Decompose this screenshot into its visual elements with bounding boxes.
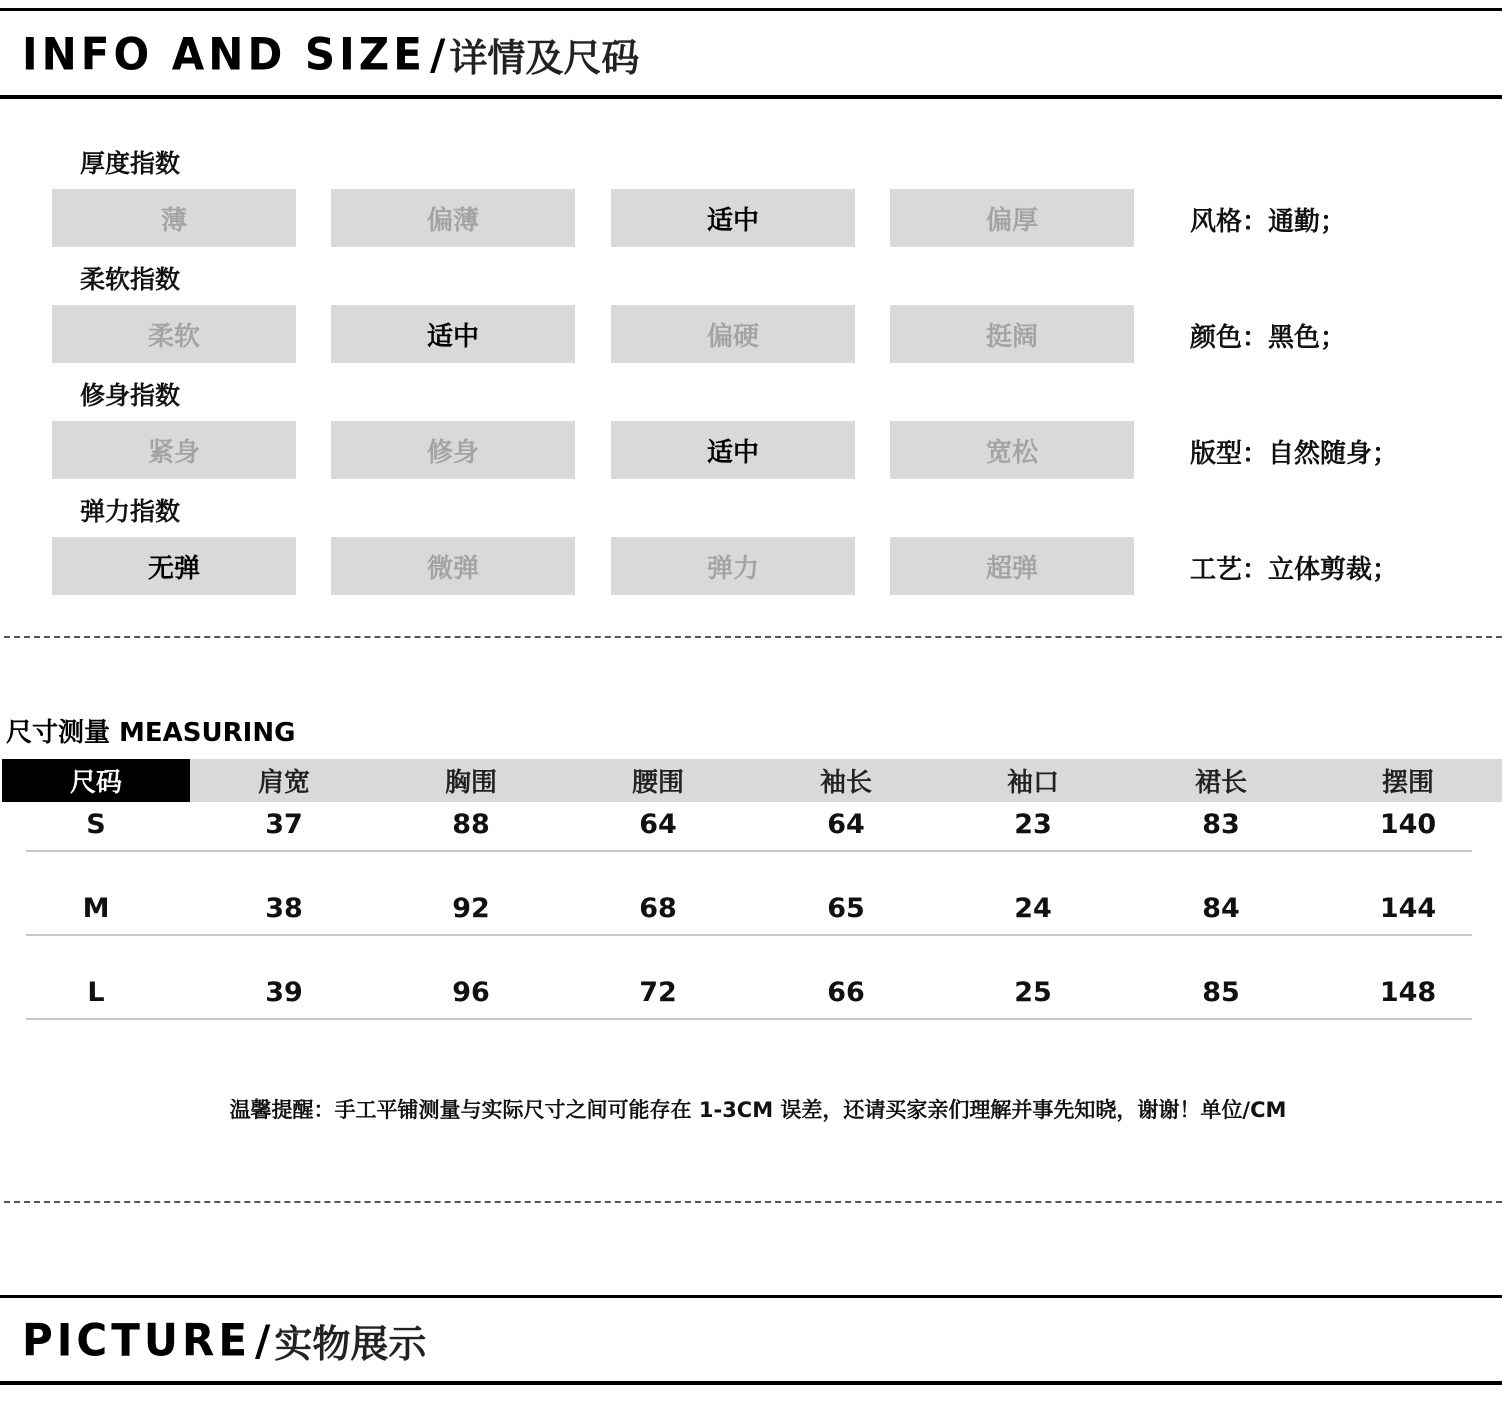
color-attribute: 颜色：黑色；	[1190, 323, 1347, 353]
fit-option-loose: 宽松	[890, 421, 1134, 479]
cell-sleeve-length: 65	[827, 892, 865, 924]
cell-dress-length: 83	[1202, 808, 1240, 840]
cell-bust: 92	[452, 892, 490, 924]
info-size-title-cn: 详情及尺码	[449, 35, 640, 80]
header-sleeve-length: 袖长	[819, 768, 872, 798]
measurement-notice: 温馨提醒：手工平铺测量与实际尺寸之间可能存在 1-3CM 误差，还请买家亲们理解并事先知晓，谢谢！单位/CM	[229, 1098, 1287, 1122]
fit-index-label: 修身指数	[80, 381, 181, 410]
thickness-option-slightly-thick: 偏厚	[890, 189, 1134, 247]
thickness-option-medium: 适中	[611, 189, 855, 247]
cell-dress-length: 85	[1202, 976, 1240, 1008]
row-divider	[26, 850, 1472, 852]
cell-size: M	[82, 892, 110, 924]
cell-waist: 64	[639, 808, 677, 840]
cell-hem: 148	[1379, 976, 1437, 1008]
elasticity-option-super: 超弹	[890, 537, 1134, 595]
cell-cuff: 25	[1014, 976, 1052, 1008]
cell-shoulder: 39	[265, 976, 303, 1008]
cell-hem: 140	[1379, 808, 1437, 840]
thickness-option-slightly-thin: 偏薄	[331, 189, 575, 247]
picture-title-slash: /	[255, 1315, 271, 1365]
cell-bust: 88	[452, 808, 490, 840]
softness-option-medium: 适中	[331, 305, 575, 363]
cell-size: L	[87, 976, 105, 1008]
elasticity-index-label: 弹力指数	[80, 497, 181, 526]
cell-waist: 72	[639, 976, 677, 1008]
picture-title-en: PICTURE	[22, 1314, 252, 1366]
top-border	[0, 8, 1502, 11]
table-row	[0, 804, 1502, 844]
row-divider	[26, 934, 1472, 936]
dashed-divider-bottom	[4, 1201, 1502, 1203]
elasticity-option-slight: 微弹	[331, 537, 575, 595]
cell-shoulder: 37	[265, 808, 303, 840]
header-bust: 胸围	[444, 768, 497, 798]
thickness-option-thin: 薄	[52, 189, 296, 247]
info-size-heading	[22, 24, 639, 84]
size-table-header	[2, 759, 1502, 802]
cell-cuff: 23	[1014, 808, 1052, 840]
craft-attribute: 工艺：立体剪裁；	[1190, 555, 1399, 585]
style-attribute: 风格：通勤；	[1190, 207, 1347, 237]
fit-option-slim: 修身	[331, 421, 575, 479]
cell-sleeve-length: 64	[827, 808, 865, 840]
table-row	[0, 888, 1502, 928]
softness-option-soft: 柔软	[52, 305, 296, 363]
fit-option-medium: 适中	[611, 421, 855, 479]
info-size-title-slash: /	[429, 29, 446, 79]
cell-hem: 144	[1379, 892, 1437, 924]
picture-title-cn: 实物展示	[274, 1321, 427, 1366]
table-row	[0, 972, 1502, 1012]
dashed-divider-top	[4, 636, 1502, 638]
cell-waist: 68	[639, 892, 677, 924]
picture-underline	[0, 1381, 1502, 1385]
header-hem: 摆围	[1381, 768, 1434, 798]
header-dress-length: 裙长	[1194, 768, 1247, 798]
cut-attribute: 版型：自然随身；	[1190, 439, 1399, 469]
elasticity-option-none: 无弹	[52, 537, 296, 595]
header-underline	[0, 95, 1502, 99]
cell-cuff: 24	[1014, 892, 1052, 924]
picture-top-border	[0, 1295, 1502, 1298]
header-size: 尺码	[2, 759, 190, 802]
softness-option-crisp: 挺阔	[890, 305, 1134, 363]
elasticity-option-stretch: 弹力	[611, 537, 855, 595]
cell-sleeve-length: 66	[827, 976, 865, 1008]
row-divider	[26, 1018, 1472, 1020]
cell-dress-length: 84	[1202, 892, 1240, 924]
header-cuff: 袖口	[1006, 768, 1059, 798]
cell-size: S	[86, 808, 106, 840]
picture-heading	[22, 1310, 426, 1370]
header-waist: 腰围	[631, 768, 684, 798]
cell-shoulder: 38	[265, 892, 303, 924]
thickness-index-label: 厚度指数	[80, 149, 181, 178]
info-size-title-en: INFO AND SIZE	[22, 28, 426, 80]
measuring-title: 尺寸测量 MEASURING	[6, 718, 296, 748]
softness-index-label: 柔软指数	[80, 265, 181, 294]
fit-option-tight: 紧身	[52, 421, 296, 479]
cell-bust: 96	[452, 976, 490, 1008]
header-shoulder: 肩宽	[257, 768, 310, 798]
softness-option-stiff: 偏硬	[611, 305, 855, 363]
